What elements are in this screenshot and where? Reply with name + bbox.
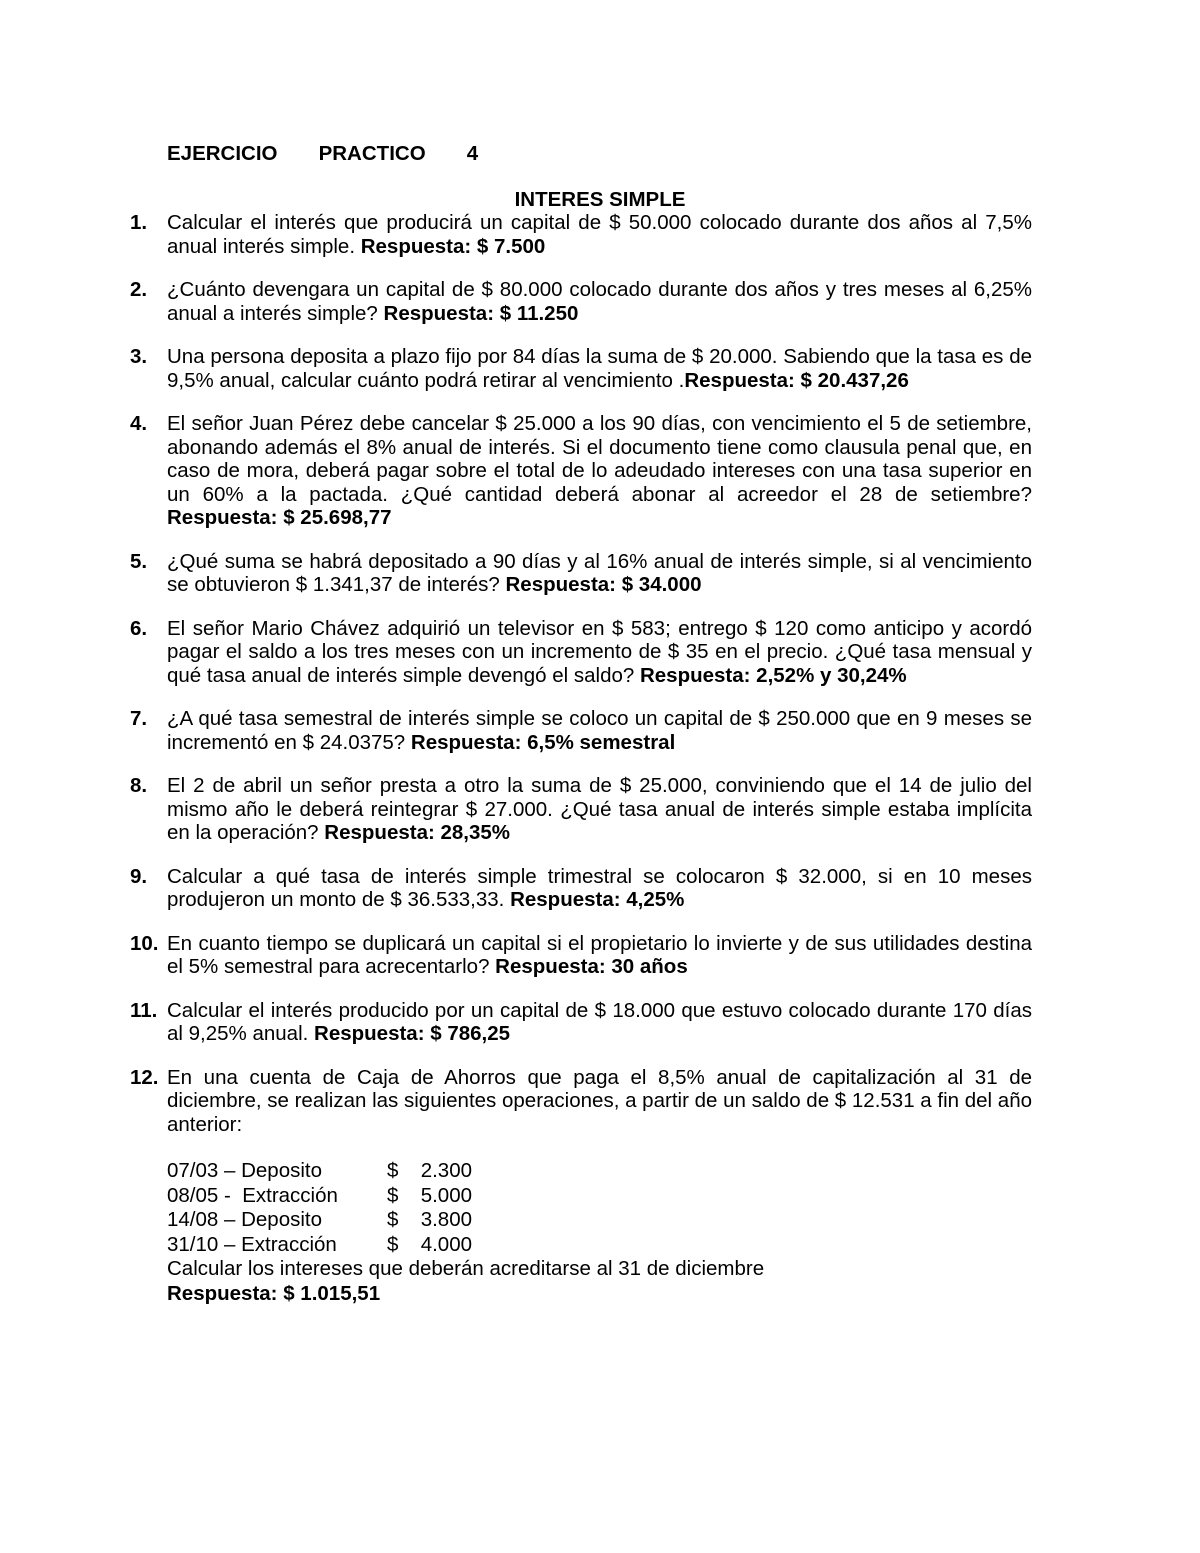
operation-label: 14/08 – Deposito xyxy=(167,1208,323,1231)
problem-text: Calcular a qué tasa de interés simple trimestral se colocaron $ 32.000, si en 10 meses produjeron un monto de $ 36.533,33. Respuesta: 4,25% xyxy=(167,864,1032,911)
problem-answer: Respuesta: 4,25% xyxy=(510,888,685,911)
problem-number: 1. xyxy=(130,211,148,234)
problem-12 xyxy=(130,1066,1032,1307)
problem-3 xyxy=(130,345,1032,392)
problem-4 xyxy=(130,412,1032,530)
problem-answer: Respuesta: $ 11.250 xyxy=(383,301,579,325)
problem-number: 7. xyxy=(130,707,148,730)
document-subtitle: INTERES SIMPLE xyxy=(514,188,686,211)
problem-text: El 2 de abril un señor presta a otro la suma de $ 25.000, conviniendo que el 14 de julio del mismo año le deberá reintegrar $ 27.000. ¿Qué tasa anual de interés simple estaba implícita en la operación? Respuesta: 28,35% xyxy=(167,774,1032,844)
operation-amount: 5.000 xyxy=(415,1183,472,1207)
problem-5 xyxy=(130,550,1032,597)
problem-answer: Respuesta: 30 años xyxy=(495,955,688,978)
operation-row xyxy=(167,1233,1032,1258)
problem-2 xyxy=(130,278,1032,325)
problem-number: 2. xyxy=(130,278,148,301)
operation-label: 31/10 – Extracción xyxy=(167,1232,337,1256)
operation-currency: $ xyxy=(387,1183,399,1207)
problem-answer: Respuesta: $ 25.698,77 xyxy=(167,506,392,529)
problem-text: En una cuenta de Caja de Ahorros que paga el 8,5% anual de capitalización al 31 de diciembre, se realizan las siguientes operaciones, a partir de un saldo de $ 12.531 a fin del año anterior: xyxy=(167,1065,1032,1136)
operation-amount: 4.000 xyxy=(415,1232,472,1256)
operation-currency: $ xyxy=(387,1208,399,1231)
operation-row xyxy=(167,1184,1032,1209)
operation-row xyxy=(167,1159,1032,1184)
problem-text: Calcular el interés que producirá un capital de $ 50.000 colocado durante dos años al 7,5% anual interés simple. Respuesta: $ 7.500 xyxy=(167,211,1032,258)
problem-answer: Respuesta: 6,5% semestral xyxy=(410,730,676,754)
operation-label: 08/05 - Extracción xyxy=(167,1183,338,1207)
problem-text: ¿Qué suma se habrá depositado a 90 días y al 16% anual de interés simple, si al vencimiento se obtuvieron $ 1.341,37 de interés? Respuesta: $ 34.000 xyxy=(167,549,1032,596)
problem-number: 6. xyxy=(130,616,148,640)
operation-row xyxy=(167,1208,1032,1233)
problem-text: El señor Mario Chávez adquirió un televisor en $ 583; entrego $ 120 como anticipo y acordó pagar el saldo a los tres meses con un incremento de $ 35 en el precio. ¿Qué tasa mensual y qué tasa anual de interés simple devengó el saldo? Respuesta: 2,52% y 30,24% xyxy=(167,616,1032,687)
problem-number: 12. xyxy=(130,1065,159,1089)
problem-answer: Respuesta: $ 786,25 xyxy=(314,1022,511,1045)
problem-10 xyxy=(130,932,1032,979)
problem-question: Calcular los intereses que deberán acreditarse al 31 de diciembre xyxy=(167,1257,765,1280)
operation-currency: $ xyxy=(387,1232,399,1256)
operation-amount: 3.800 xyxy=(415,1208,472,1231)
problem-answer: Respuesta: $ 7.500 xyxy=(360,234,546,258)
problem-text: Una persona deposita a plazo fijo por 84 días la suma de $ 20.000. Sabiendo que la tasa es de 9,5% anual, calcular cuánto podrá retirar al vencimiento .Respuesta: $ 20.437,26 xyxy=(167,345,1032,392)
problem-number: 3. xyxy=(130,345,148,368)
operation-label: 07/03 – Deposito xyxy=(167,1159,323,1182)
problem-11 xyxy=(130,999,1032,1046)
problem-text: ¿A qué tasa semestral de interés simple se coloco un capital de $ 250.000 que en 9 meses se incrementó en $ 24.0375? Respuesta: 6,5% semestral xyxy=(167,707,1032,754)
problem-text: El señor Juan Pérez debe cancelar $ 25.000 a los 90 días, con vencimiento el 5 de setiembre, abonando además el 8% anual de interés. Si el documento tiene como clausula penal que, en caso de mora, deberá pagar sobre el total de lo adeudado intereses con una tasa superior en un 60% a la pactada. ¿Qué cantidad deberá abonar al acreedor el 28 de setiembre? Respuesta: $ 25.698,77 xyxy=(167,412,1032,529)
problem-answer: Respuesta: $ 20.437,26 xyxy=(684,368,909,392)
problem-9 xyxy=(130,865,1032,912)
problem-7 xyxy=(130,707,1032,754)
operations-list xyxy=(167,1159,1032,1306)
operation-currency: $ xyxy=(387,1159,399,1182)
problem-number: 8. xyxy=(130,774,148,797)
problem-answer: Respuesta: 28,35% xyxy=(324,821,511,844)
operation-amount: 2.300 xyxy=(415,1159,472,1182)
problem-answer: Respuesta: $ 1.015,51 xyxy=(167,1281,381,1305)
document-title: EJERCICIO PRACTICO 4 xyxy=(167,142,479,165)
problem-text: En cuanto tiempo se duplicará un capital si el propietario lo invierte y de sus utilidades destina el 5% semestral para acrecentarlo? Respuesta: 30 años xyxy=(167,931,1032,978)
problem-1 xyxy=(130,211,1032,258)
problem-answer: Respuesta: $ 34.000 xyxy=(505,573,702,596)
problem-answer: Respuesta: 2,52% y 30,24% xyxy=(639,663,907,687)
problem-number: 5. xyxy=(130,549,148,573)
problem-8 xyxy=(130,774,1032,845)
problem-text: Calcular el interés producido por un capital de $ 18.000 que estuvo colocado durante 170 días al 9,25% anual. Respuesta: $ 786,25 xyxy=(167,998,1032,1045)
problem-number: 11. xyxy=(130,998,158,1022)
problem-list xyxy=(130,211,1032,1326)
problem-6 xyxy=(130,617,1032,688)
problem-number: 10. xyxy=(130,931,159,955)
problem-number: 4. xyxy=(130,412,148,435)
problem-number: 9. xyxy=(130,864,148,888)
problem-text: ¿Cuánto devengara un capital de $ 80.000 colocado durante dos años y tres meses al 6,25% anual a interés simple? Respuesta: $ 11.250 xyxy=(167,278,1032,325)
